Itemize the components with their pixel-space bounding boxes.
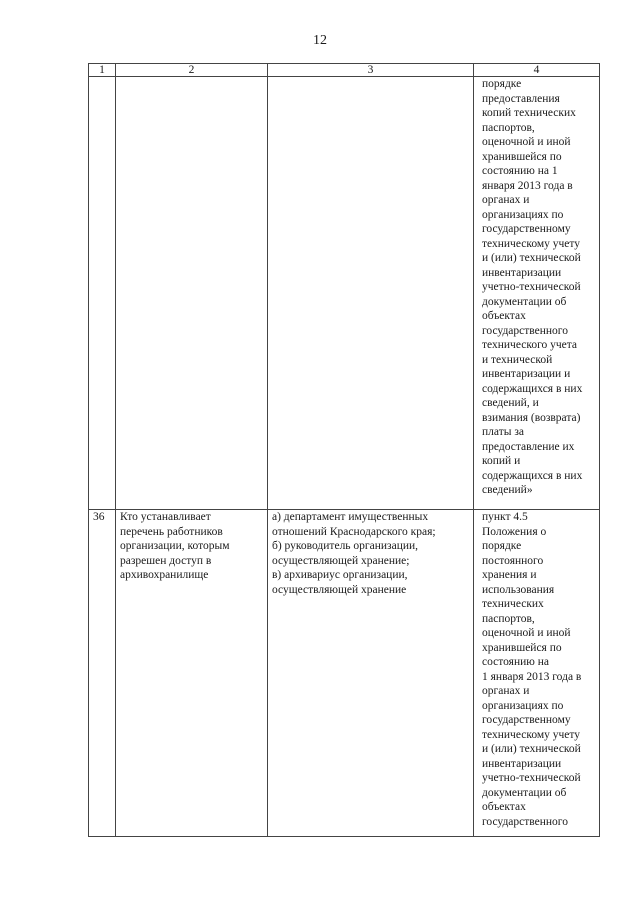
reference-line: инвентаризации xyxy=(482,266,562,279)
reference-text xyxy=(482,77,595,498)
reference-line: государственному xyxy=(482,714,571,726)
reference-line: техническому учету xyxy=(482,728,581,741)
reference-line: копий технических xyxy=(482,107,576,119)
question-line: архивохранилище xyxy=(120,569,209,581)
reference-line: копий и xyxy=(482,455,521,467)
reference-line: сведений» xyxy=(482,484,533,496)
reference-line: организациях по xyxy=(482,208,564,221)
reference-line: технических xyxy=(482,598,544,610)
reference-line: техническому учету xyxy=(482,237,581,250)
reference-line: органах и xyxy=(482,194,530,206)
answer-cell xyxy=(268,510,474,837)
header-col-1: 1 xyxy=(89,64,116,77)
question-line: организации, которым xyxy=(120,540,230,552)
reference-line: Положения о xyxy=(482,525,547,538)
reference-line: оценочной и иной xyxy=(482,136,571,148)
reference-line: и технической xyxy=(482,353,553,366)
reference-line: взимания (возврата) xyxy=(482,411,581,424)
reference-line: объектах xyxy=(482,310,526,322)
answer-line: а) департамент имущественных xyxy=(272,511,429,523)
reference-line: государственного xyxy=(482,324,568,337)
reference-line: учетно-технической xyxy=(482,772,581,784)
reference-line: государственного xyxy=(482,815,568,828)
reference-line: и (или) технической xyxy=(482,743,581,755)
page-number: 12 xyxy=(313,33,327,48)
reference-line: содержащихся в них xyxy=(482,469,583,482)
question-cell xyxy=(116,510,268,837)
question-line: Кто устанавливает xyxy=(120,511,211,523)
reference-text xyxy=(482,510,595,829)
questions-table xyxy=(88,63,600,837)
reference-line: паспортов, xyxy=(482,121,535,134)
row-number-cell xyxy=(89,77,116,510)
question-cell xyxy=(116,77,268,510)
reference-line: документации об xyxy=(482,786,567,799)
table-header-row xyxy=(89,64,600,77)
answer-line: в) архивариус организации, xyxy=(272,569,408,581)
question-text xyxy=(120,510,263,583)
answer-line: б) руководитель организации, xyxy=(272,540,419,552)
reference-line: технического учета xyxy=(482,339,578,351)
reference-line: объектах xyxy=(482,801,526,813)
reference-line: инвентаризации и xyxy=(482,368,571,380)
header-col-4: 4 xyxy=(474,64,600,77)
reference-line: органах и xyxy=(482,685,530,697)
reference-line: использования xyxy=(482,583,555,596)
reference-line: оценочной и иной xyxy=(482,627,571,639)
reference-line: хранившейся по xyxy=(482,150,562,163)
reference-line: порядке xyxy=(482,540,522,552)
reference-line: пункт 4.5 xyxy=(482,511,528,523)
reference-line: 1 января 2013 года в xyxy=(482,670,582,683)
reference-line: государственному xyxy=(482,223,571,235)
question-line: разрешен доступ в xyxy=(120,554,212,567)
reference-line: порядке xyxy=(482,78,522,90)
reference-line: сведений, и xyxy=(482,397,539,409)
answer-line: осуществляющей хранение; xyxy=(272,554,410,567)
reference-line: хранения и xyxy=(482,569,537,581)
answer-line: отношений Краснодарского края; xyxy=(272,525,436,538)
answer-options xyxy=(272,510,469,597)
reference-line: постоянного xyxy=(482,554,544,567)
table-row xyxy=(89,77,600,510)
reference-line: состоянию на 1 xyxy=(482,165,558,177)
header-col-3: 3 xyxy=(268,64,474,77)
reference-line: документации об xyxy=(482,295,567,308)
question-line: перечень работников xyxy=(120,525,223,538)
reference-line: организациях по xyxy=(482,699,564,712)
header-col-2: 2 xyxy=(116,64,268,77)
reference-line: предоставления xyxy=(482,92,560,105)
reference-cell xyxy=(474,77,600,510)
answer-line: осуществляющей хранение xyxy=(272,583,407,596)
reference-line: содержащихся в них xyxy=(482,382,583,395)
reference-line: учетно-технической xyxy=(482,281,581,293)
reference-line: января 2013 года в xyxy=(482,179,573,192)
table-row xyxy=(89,510,600,837)
reference-line: хранившейся по xyxy=(482,641,562,654)
reference-cell xyxy=(474,510,600,837)
reference-line: платы за xyxy=(482,426,524,438)
reference-line: инвентаризации xyxy=(482,757,562,770)
reference-line: паспортов, xyxy=(482,612,535,625)
row-number-cell: 36 xyxy=(89,510,116,837)
reference-line: предоставление их xyxy=(482,440,575,453)
reference-line: состоянию на xyxy=(482,656,549,668)
answer-cell xyxy=(268,77,474,510)
reference-line: и (или) технической xyxy=(482,252,581,264)
